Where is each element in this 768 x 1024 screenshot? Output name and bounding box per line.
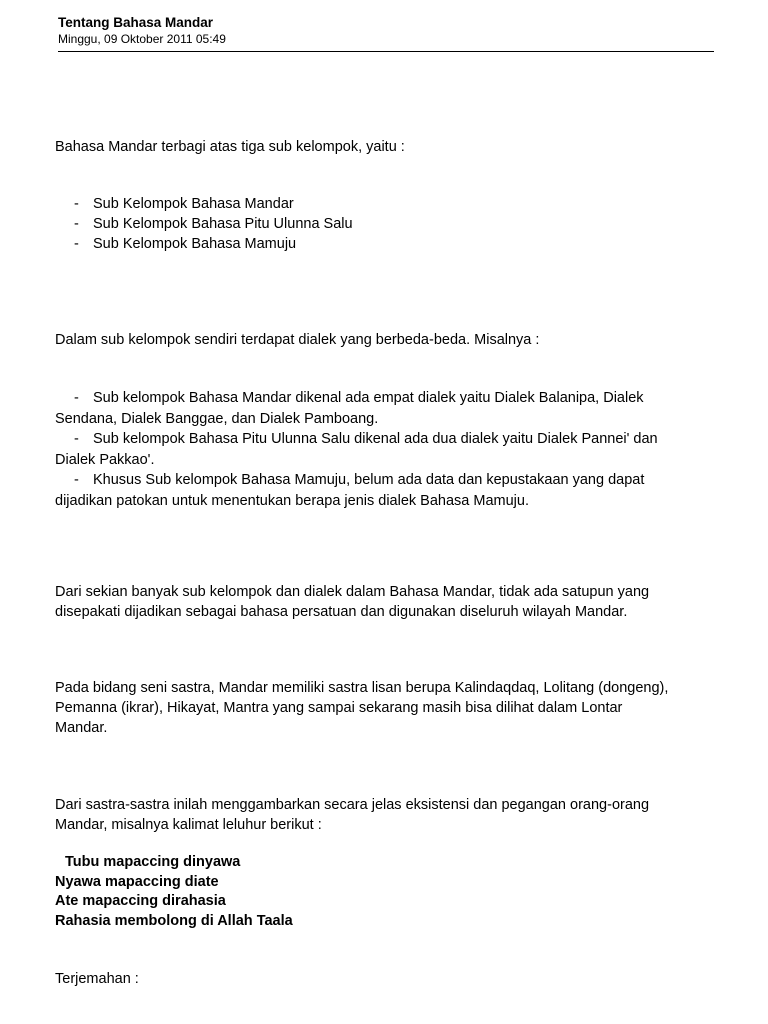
list-item: - Sub Kelompok Bahasa Mandar: [74, 196, 294, 212]
list-item-continuation: dijadikan patokan untuk menentukan berapa jenis dialek Bahasa Mamuju.: [55, 492, 529, 509]
list-item-continuation: Sendana, Dialek Banggae, dan Dialek Pamboang.: [55, 410, 379, 427]
intro-paragraph: Bahasa Mandar terbagi atas tiga sub kelompok, yaitu :: [55, 139, 405, 155]
dialect-intro-paragraph: Dalam sub kelompok sendiri terdapat dialek yang berbeda-beda. Misalnya :: [55, 332, 540, 348]
list-item: - Sub kelompok Bahasa Mandar dikenal ada empat dialek yaitu Dialek Balanipa, Dialek: [74, 390, 644, 406]
document-date: Minggu, 09 Oktober 2011 05:49: [58, 32, 226, 46]
poem-line: Ate mapaccing dirahasia: [55, 893, 226, 909]
list-item-continuation: Dialek Pakkao'.: [55, 451, 155, 468]
dialect-list: [55, 388, 715, 511]
document-header: [58, 14, 714, 52]
poem-line: Nyawa mapaccing diate: [55, 873, 219, 890]
literature-paragraph: Pada bidang seni sastra, Mandar memiliki sastra lisan berupa Kalindaqdaq, Lolitang (dongeng), Pemanna (ikrar), Hikayat, Mantra yang sampai sekarang masih bisa dilihat dalam Lontar Mandar.: [55, 680, 669, 736]
list-item: - Khusus Sub kelompok Bahasa Mamuju, belum ada data dan kepustakaan yang dapat: [74, 472, 645, 488]
unity-paragraph: Dari sekian banyak sub kelompok dan dialek dalam Bahasa Mandar, tidak ada satupun yang disepakati dijadikan sebagai bahasa persatuan dan digunakan diseluruh wilayah Mandar.: [55, 584, 650, 620]
ancestral-poem: [55, 853, 715, 931]
translation-label: Terjemahan :: [55, 971, 139, 987]
document-title: Tentang Bahasa Mandar: [58, 15, 214, 30]
subgroup-list: [55, 194, 715, 254]
poem-line: Tubu mapaccing dinyawa: [65, 854, 241, 870]
list-item: - Sub Kelompok Bahasa Pitu Ulunna Salu: [74, 216, 353, 232]
poem-line: Rahasia membolong di Allah Taala: [55, 912, 293, 929]
existence-paragraph: Dari sastra-sastra inilah menggambarkan secara jelas eksistensi dan pegangan orang-orang Mandar, misalnya kalimat leluhur berikut :: [55, 797, 650, 833]
list-item: - Sub kelompok Bahasa Pitu Ulunna Salu dikenal ada dua dialek yaitu Dialek Pannei' dan: [74, 431, 658, 447]
list-item: - Sub Kelompok Bahasa Mamuju: [74, 236, 297, 252]
